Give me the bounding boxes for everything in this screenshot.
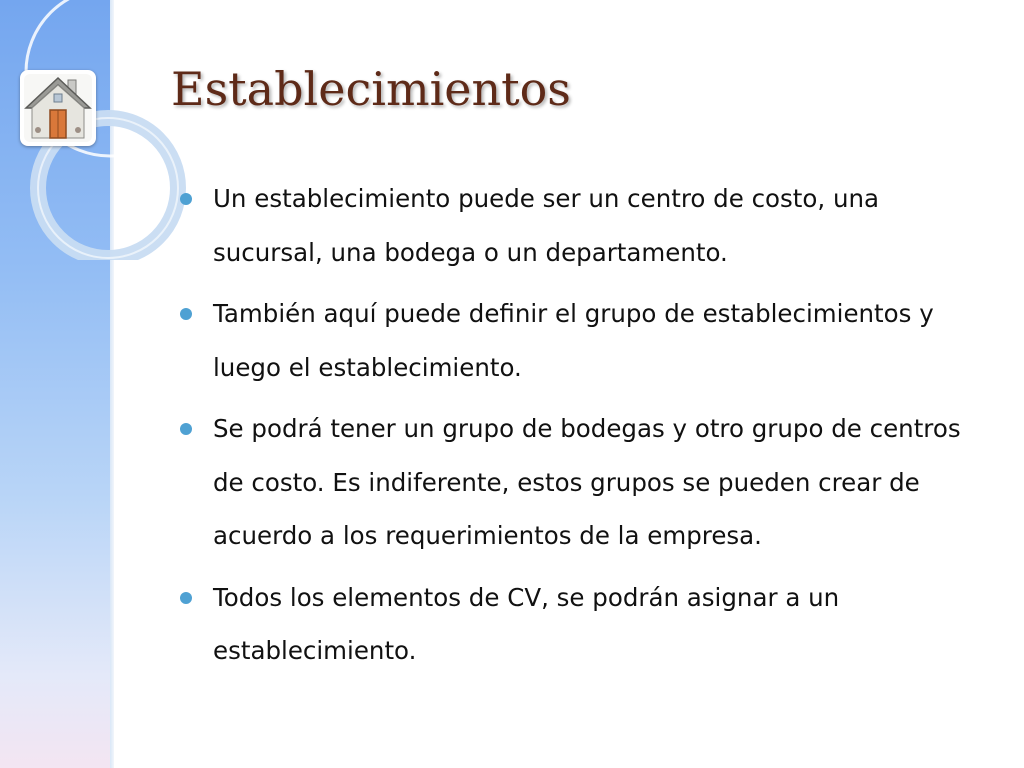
circle-bullet-icon [180,423,192,435]
bullet-text: Un establecimiento puede ser un centro de costo, una sucursal, una bodega o un departamento. [213,184,880,267]
circle-bullet-icon [180,193,192,205]
slide-title: Establecimientos [171,62,571,116]
bullet-text: Se podrá tener un grupo de bodegas y otro grupo de centros de costo. Es indiferente, estos grupos se pueden crear de acuerdo a los requerimientos de la empresa. [213,414,961,550]
bullet-text: Todos los elementos de CV, se podrán asignar a un establecimiento. [213,582,840,665]
house-icon [20,70,96,146]
bullet-item [180,571,992,678]
bullet-text: También aquí puede definir el grupo de establecimientos y luego el establecimiento. [213,299,934,382]
circle-bullet-icon [180,308,192,320]
circle-bullet-icon [180,592,192,604]
bullet-item [180,287,992,394]
bullet-item [180,402,992,563]
bullet-list [180,172,992,686]
bullet-item [180,172,992,279]
